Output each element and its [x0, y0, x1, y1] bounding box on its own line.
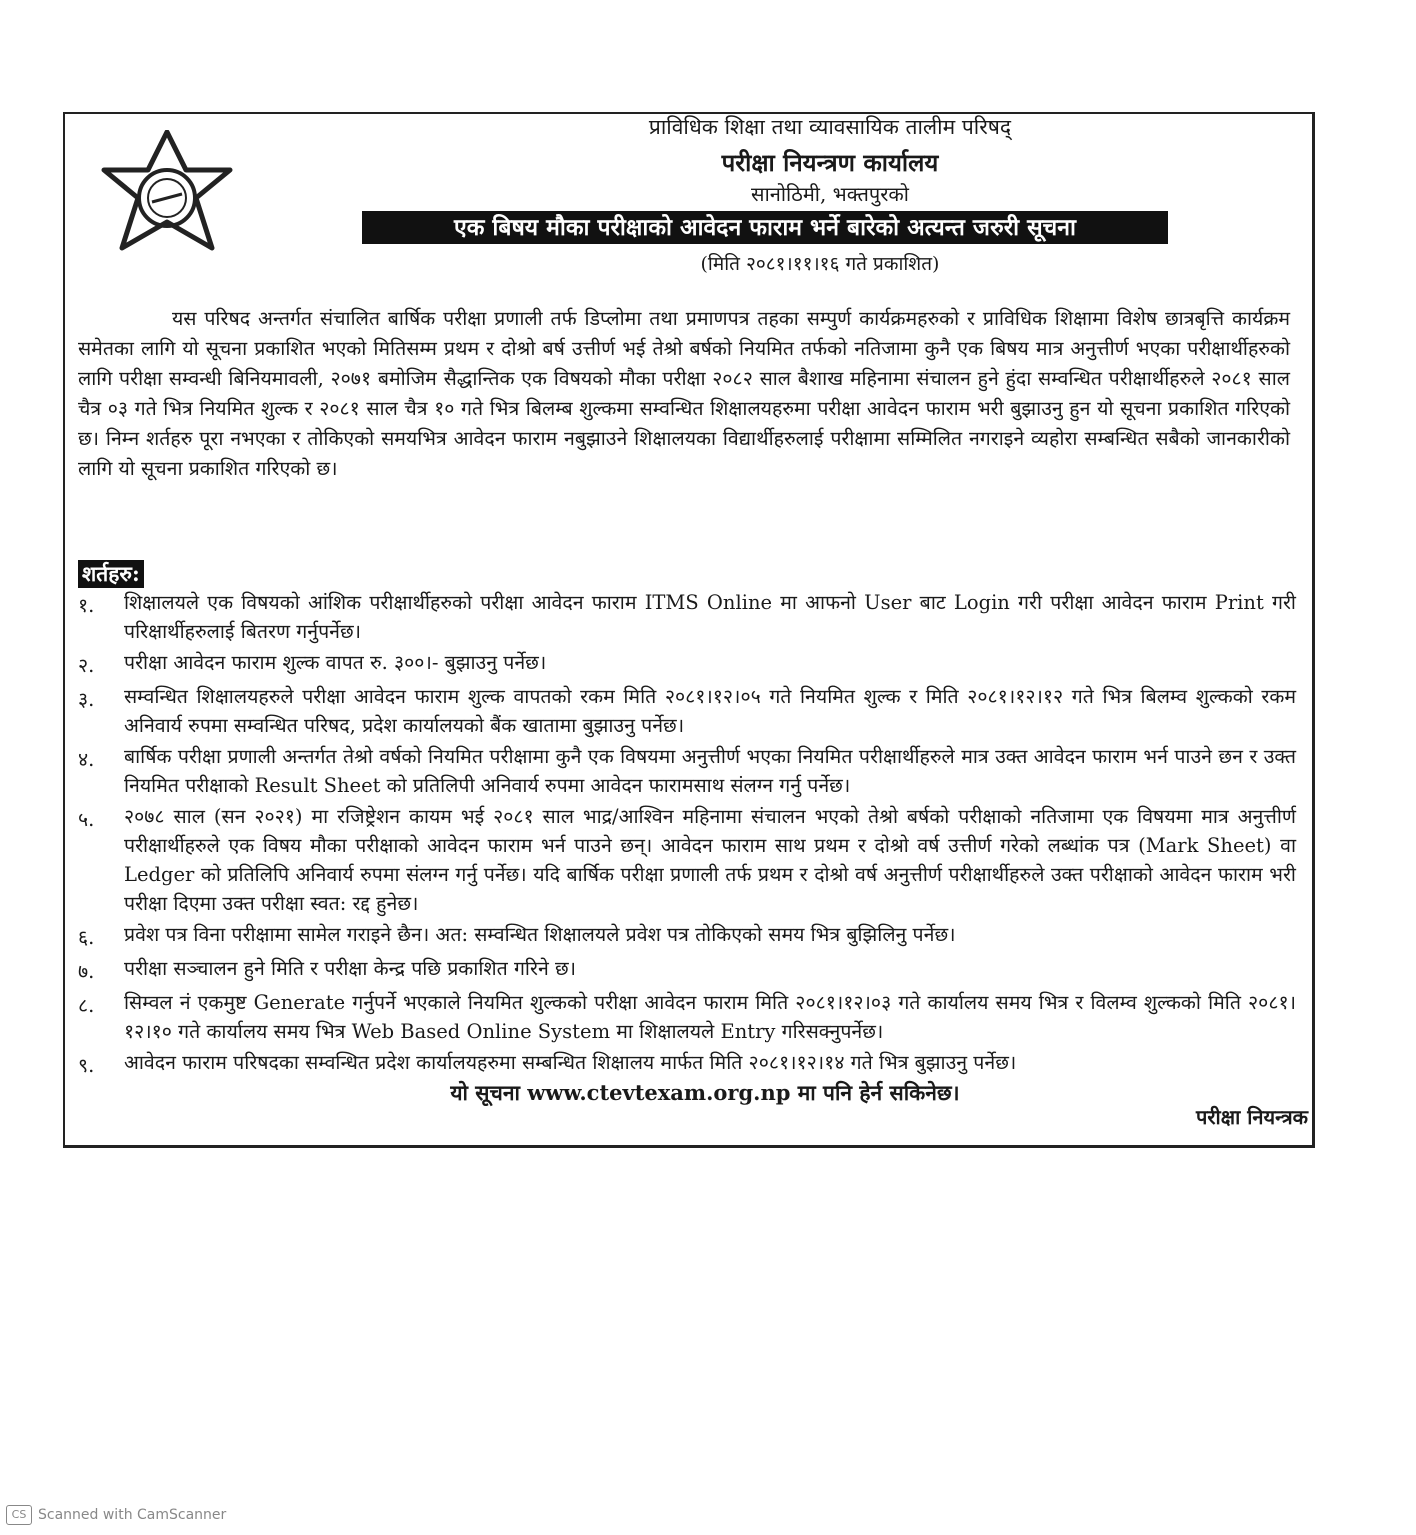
condition-item: [78, 648, 1296, 680]
conditions-list: [78, 588, 1296, 1082]
condition-text: शिक्षालयले एक विषयको आंशिक परीक्षार्थीहरुको परीक्षा आवेदन फाराम ITMS Online मा आफनो User बाट Login गरी परीक्षा आवेदन फाराम Print गरी परिक्षार्थीहरुलाई बितरण गर्नुपर्नेछ।: [124, 591, 1296, 643]
condition-number: २.: [78, 654, 95, 677]
condition-text: सिम्वल नं एकमुष्ट Generate गर्नुपर्ने भएकाले नियमित शुल्कको परीक्षा आवेदन फाराम मिति २०८१।१२।०३ गते कार्यालय समय भित्र र विलम्व शुल्कको मिति २०८१।१२।१० गते कार्यालय समय भित्र Web Based Online System मा शिक्षालयले Entry गरिसक्नुपर्नेछ।: [124, 991, 1296, 1043]
terms-heading: शर्तहरु:: [78, 560, 144, 588]
condition-number: ९.: [78, 1054, 95, 1077]
condition-number: ३.: [78, 688, 95, 711]
signature: परीक्षा नियन्त्रक: [1196, 1105, 1308, 1129]
condition-number: ४.: [78, 748, 95, 771]
notice-title: एक बिषय मौका परीक्षाको आवेदन फाराम भर्ने बारेको अत्यन्त जरुरी सूचना: [362, 211, 1168, 244]
website-note: यो सूचना www.ctevtexam.org.np मा पनि हेर्न सकिनेछ।: [450, 1080, 960, 1105]
intro-paragraph: यस परिषद अन्तर्गत संचालित बार्षिक परीक्षा प्रणाली तर्फ डिप्लोमा तथा प्रमाणपत्र तहका सम्पुर्ण कार्यक्रमहरुको र प्राविधिक शिक्षामा विशेष छात्रबृत्ति कार्यक्रम समेतका लागि यो सूचना प्रकाशित भएको मितिसम्म प्रथम र दोश्रो बर्ष उत्तीर्ण भई तेश्रो बर्षको नियमित तर्फको नतिजामा कुनै एक बिषय मात्र अनुत्तीर्ण भएका परीक्षार्थीहरुको लागि परीक्षा सम्वन्धी बिनियमावली, २०७१ बमोजिम सैद्धान्तिक एक विषयको मौका परीक्षा २०८२ साल बैशाख महिनामा संचालन हुने हुंदा सम्वन्धित परीक्षार्थीहरुले २०८१ साल चैत्र ०३ गते भित्र नियमित शुल्क र २०८१ साल चैत्र १० गते भित्र बिलम्ब शुल्कमा सम्वन्धित शिक्षालयहरुमा परीक्षा आवेदन फाराम भरी बुझाउनु हुन यो सूचना प्रकाशित गरिएको छ। निम्न शर्तहरु पूरा नभएका र तोकिएको समयभित्र आवेदन फाराम नबुझाउने शिक्षालयका विद्यार्थीहरुलाई परीक्षामा सम्मिलित नगराइने व्यहोरा सम्बन्धित सबैको जानकारीको लागि यो सूचना प्रकाशित गरिएको छ।: [78, 307, 1290, 480]
condition-item: [78, 742, 1296, 800]
office-name: परीक्षा नियन्त्रण कार्यालय: [721, 148, 939, 177]
condition-item: [78, 588, 1296, 646]
condition-item: [78, 682, 1296, 740]
condition-text: परीक्षा सञ्चालन हुने मिति र परीक्षा केन्द्र पछि प्रकाशित गरिने छ।: [124, 957, 577, 980]
condition-number: ८.: [78, 994, 95, 1017]
condition-number: ६.: [78, 926, 95, 949]
camscanner-icon: CS: [6, 1505, 32, 1525]
office-address: सानोठिमी, भक्तपुरको: [751, 182, 909, 206]
condition-text: आवेदन फाराम परिषदका सम्वन्धित प्रदेश कार्यालयहरुमा सम्बन्धित शिक्षालय मार्फत मिति २०८१।१२।१४ गते भित्र बुझाउनु पर्नेछ।: [124, 1051, 1017, 1074]
condition-item: [78, 1048, 1296, 1080]
condition-text: प्रवेश पत्र विना परीक्षामा सामेल गराइने छैन। अत: सम्वन्धित शिक्षालयले प्रवेश पत्र तोकिएको समय भित्र बुझिलिनु पर्नेछ।: [124, 923, 956, 946]
condition-item: [78, 802, 1296, 918]
scanner-watermark: [6, 1505, 226, 1525]
condition-text: सम्वन्धित शिक्षालयहरुले परीक्षा आवेदन फाराम शुल्क वापतको रकम मिति २०८१।१२।०५ गते नियमित शुल्क र मिति २०८१।१२।१२ गते भित्र बिलम्व शुल्कको रकम अनिवार्य रुपमा सम्वन्धित परिषद, प्रदेश कार्यालयको बैंक खातामा बुझाउनु पर्नेछ।: [124, 685, 1296, 737]
condition-item: [78, 988, 1296, 1046]
condition-number: ५.: [78, 808, 95, 831]
org-name: प्राविधिक शिक्षा तथा व्यावसायिक तालीम परिषद्: [648, 115, 1012, 139]
condition-item: [78, 954, 1296, 986]
publish-date: (मिति २०८१।११।१६ गते प्रकाशित): [700, 253, 940, 275]
condition-text: परीक्षा आवेदन फाराम शुल्क वापत रु. ३००।- बुझाउनु पर्नेछ।: [124, 651, 547, 674]
condition-item: [78, 920, 1296, 952]
ctevt-emblem-icon: [100, 130, 235, 265]
condition-number: १.: [78, 594, 95, 617]
watermark-text: Scanned with CamScanner: [38, 1507, 227, 1523]
condition-text: बार्षिक परीक्षा प्रणाली अन्तर्गत तेश्रो वर्षको नियमित परीक्षामा कुनै एक विषयमा अनुत्तीर्ण भएका नियमित परीक्षार्थीहरुले मात्र उक्त आवेदन फाराम भर्न पाउने छन र उक्त नियमित परीक्षाको Result Sheet को प्रतिलिपी अनिवार्य रुपमा आवेदन फारामसाथ संलग्न गर्नु पर्नेछ।: [124, 745, 1296, 797]
condition-text: २०७८ साल (सन २०२१) मा रजिष्ट्रेशन कायम भई २०८१ साल भाद्र/आश्विन महिनामा संचालन भएको तेश्रो बर्षको परीक्षाको नतिजामा एक विषयमा मात्र अनुत्तीर्ण परीक्षार्थीहरुले एक विषय मौका परीक्षाको आवेदन फाराम भर्न पाउने छन्। आवेदन फाराम साथ प्रथम र दोश्रो वर्ष उत्तीर्ण गरेको लब्धांक पत्र (Mark Sheet) वा Ledger को प्रतिलिपि अनिवार्य रुपमा संलग्न गर्नु पर्नेछ। यदि बार्षिक परीक्षा प्रणाली तर्फ प्रथम र दोश्रो वर्ष अनुत्तीर्ण परीक्षार्थीहरुले उक्त परीक्षाको आवेदन फाराम भरी परीक्षा दिएमा उक्त परीक्षा स्वत: रद्द हुनेछ।: [124, 805, 1296, 915]
condition-number: ७.: [78, 960, 95, 983]
